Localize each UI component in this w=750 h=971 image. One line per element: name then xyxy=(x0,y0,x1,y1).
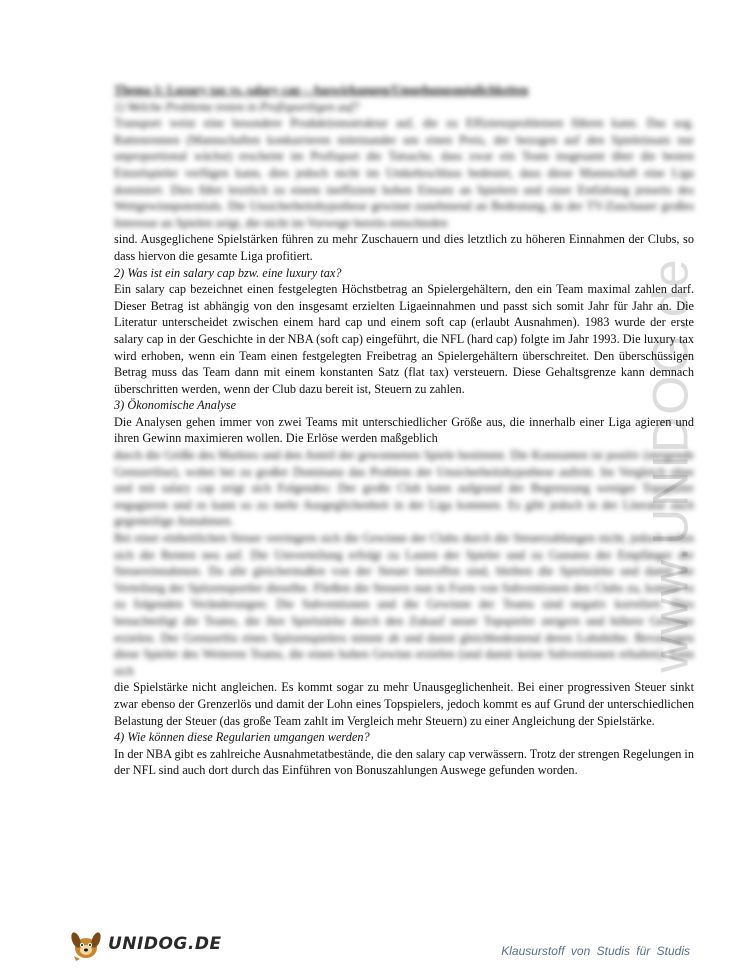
heading-q4: 4) Wie können diese Regularien umgangen werden? xyxy=(114,730,370,745)
paragraph-q4: In der NBA gibt es zahlreiche Ausnahmetatbestände, die den salary cap verwässern. Trotz der strengen Regelungen in der NFL sind auch dort durch das Einführen von Bonuszahlungen Auswege gefunden worden. xyxy=(114,746,694,778)
unidog-logo[interactable] xyxy=(66,926,222,962)
paragraph-q3-clear: Die Analysen gehen immer von zwei Teams mit unterschiedlicher Größe aus, die innerhalb einer Liga agieren und ihren Gewinn maximieren wollen. Die Erlöse werden maßgeblich xyxy=(114,414,694,446)
blurred-intro xyxy=(114,82,694,231)
paragraph-q2: Ein salary cap bezeichnet einen festgelegten Höchstbetrag an Spielergehältern, den ein Team maximal zahlen darf. Dieser Betrag ist abhängig von den insgesamt erzielten Ligaeinnahmen und passt sich somit Jahr für Jahr an. Die Literatur unterscheidet zwischen einem hard cap und einem soft cap (erlaubt Ausnahmen). 1983 wurde der erste salary cap in der Geschichte in der NBA (soft cap) eingeführt, die NFL (hard cap) folgte im Jahr 1993. Die luxury tax wird erhoben, wenn ein Team einen festgelegten Freibetrag an Spielergehältern überschreitet. Den überschüssigen Betrag muss das Team dann mit einem konstanten Satz (flat tax) versteuern. Diese Gehaltsgrenze kann demnach überschritten werden, wenn der Club dazu bereit ist, Steuern zu zahlen. xyxy=(114,282,694,396)
heading-q2: 2) Was ist ein salary cap bzw. eine luxury tax? xyxy=(114,265,342,280)
paragraph-q3-blurred-1: durch die Größe des Marktes und den Anteil der gewonnenen Spiele bestimmt. Die Konstanten ist positiv (steigende Grenzerlöse), wobei bei zu großer Dominanz das Problem der Unsicherheitshypothese auftritt. Im Vergleich ohne und mit salary cap zeigt sich Folgendes: Der große Club kann aufgrund der Begrenzung weniger Topspieler engagieren und es kann so zu mehr Ausgeglichenheit in der Liga kommen. Es gibt jedoch in der Literatur auch gegenteilige Annahmen. xyxy=(114,448,694,529)
document-title: Thema 1: Luxury tax vs. salary cap – Auswirkungen/Umgehungsmöglichkeiten xyxy=(114,83,529,97)
watermark-text: www.UNIDOG.de xyxy=(642,257,698,673)
heading-q3: 3) Ökonomische Analyse xyxy=(114,398,237,413)
document-body xyxy=(114,82,694,779)
blurred-analysis xyxy=(114,447,694,679)
dog-mascot-icon xyxy=(66,926,106,962)
heading-q1: 1) Welche Probleme treten in Profisportligen auf? xyxy=(114,99,360,114)
logo-text: UNIDOG.DE xyxy=(108,934,222,954)
paragraph-q1-blurred: Transport weist eine besondere Produktionsstruktur auf, die zu Effizienzproblemen führen kann. Das sog. Rattenrennen (Mannschaften konkurrieren miteinander um einen Preis, der bezogen auf den Spieleinsatz nur unproportional wächst) erscheint im Profisport die Tatsache, dass zwar ein Team insgesamt über die besten Einzelspieler verfügen kann, dies jedoch nicht im Umkehrschluss bedeutet, dass diese Mannschaft eine Liga dominiert. Dies führt letztlich zu einem ineffizient hohen Einsatz an Spielern und einer Entfaltung jenseits des Wettgewinnpotentials. Die Unsicherheitshypothese gewinnt zunehmend an Bedeutung, da der TV-Zuschauer großes Interesse an Spielen zeigt, die nicht im Vorwege bereits entschieden xyxy=(114,116,694,230)
paragraph-q3-blurred-2: Bei einer einheitlichen Steuer verringern sich die Gewinne der Clubs durch die Steuerzahlungen nicht, jedoch teilen sich die Renten neu auf. Die Umverteilung erfolgt zu Lasten der Spieler und zu Gunsten der Empfänger der Steuereinnahmen. Da alle gleichermaßen von der Steuer betroffen sind, bleiben die Spielstärke und damit die Verteilung der Spitzensportler dieselbe. Fließen die Steuern nun in Form von Subventionen den Clubs zu, kommt es zu folgenden Veränderungen: Die Subventionen und die Gewinne der Teams sind negativ korreliert. Dies benachteiligt die Teams, die ihre Spielstärke durch den Zukauf neuer Topspieler steigern und höhere Gewinne erzielen. Der Grenzerlös eines Spitzenspielers nimmt ab und damit gleichbedeutend deren Lohnhöhe. Bevorzugen diese Spieler des Weiteren Teams, die einen hohen Gewinn erzielen (und damit keine Subventionen erhalten), kann sich xyxy=(114,531,694,678)
footer-tagline: Klausurstoff von Studis für Studis xyxy=(501,944,690,958)
paragraph-q1-clear: sind. Ausgeglichene Spielstärken führen zu mehr Zuschauern und dies letztlich zu höheren Einnahmen der Clubs, so dass hiervon die gesamte Liga profitiert. xyxy=(114,232,694,263)
paragraph-q3-clear-2: die Spielstärke nicht angleichen. Es kommt sogar zu mehr Unausgeglichenheit. Bei einer progressiven Steuer sinkt zwar ebenso der Grenzerlös und damit der Lohn eines Topspielers, jedoch kommt es auf Grund der unterschiedlichen Belastung der Steuer (das große Team zahlt im Vergleich mehr Steuern) zu einer Angleichung der Spielstärke. xyxy=(114,680,694,728)
